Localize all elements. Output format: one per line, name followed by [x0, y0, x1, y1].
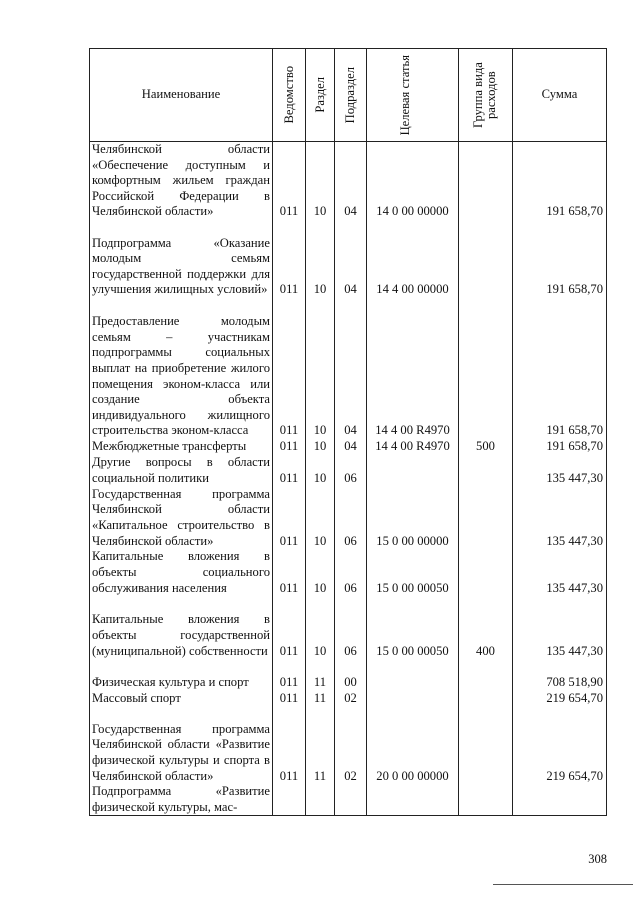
row-amount: 191 658,70 — [513, 142, 607, 221]
row-name: Предоставление молодым семьям – участникам подпрограммы социальных выплат на приобретение жилого помещения эконом-класса или создание объекта индивидуального жилищного строительства эконом-класса — [90, 298, 273, 439]
row-section: 10 — [306, 220, 335, 298]
table-row — [90, 455, 607, 486]
row-name: Капитальные вложения в объекты государственной (муниципальной) собственности — [90, 596, 273, 659]
row-subsection: 02 — [335, 706, 367, 784]
row-target-item — [367, 659, 459, 690]
row-subsection: 04 — [335, 439, 367, 455]
row-target-item: 15 0 00 00000 — [367, 486, 459, 549]
row-department: 011 — [273, 220, 306, 298]
row-expense-group — [459, 455, 513, 486]
row-subsection: 06 — [335, 549, 367, 596]
table-row — [90, 486, 607, 549]
row-section: 10 — [306, 142, 335, 221]
row-name: Другие вопросы в области социальной политики — [90, 455, 273, 486]
row-expense-group: 400 — [459, 596, 513, 659]
row-name: Подпрограмма «Развитие физической культуры, мас- — [90, 784, 273, 816]
row-section: 10 — [306, 455, 335, 486]
row-section: 10 — [306, 439, 335, 455]
row-amount: 135 447,30 — [513, 549, 607, 596]
row-name: Государственная программа Челябинской области «Развитие физической культуры и спорта в Челябинской области» — [90, 706, 273, 784]
row-target-item — [367, 455, 459, 486]
row-name: Массовый спорт — [90, 690, 273, 706]
row-amount: 191 658,70 — [513, 220, 607, 298]
row-section: 10 — [306, 596, 335, 659]
row-section: 10 — [306, 549, 335, 596]
header-section: Раздел — [306, 49, 335, 142]
row-department: 011 — [273, 659, 306, 690]
table-row — [90, 220, 607, 298]
header-target-item: Целевая статья — [367, 49, 459, 142]
row-expense-group — [459, 690, 513, 706]
row-subsection — [335, 784, 367, 816]
row-department: 011 — [273, 142, 306, 221]
row-section: 10 — [306, 486, 335, 549]
header-expense-group: Группа вида расходов — [459, 49, 513, 142]
row-target-item: 20 0 00 00000 — [367, 706, 459, 784]
row-name: Государственная программа Челябинской области «Капитальное строительство в Челябинской области» — [90, 486, 273, 549]
row-target-item — [367, 784, 459, 816]
row-section: 11 — [306, 690, 335, 706]
row-expense-group — [459, 659, 513, 690]
row-amount: 135 447,30 — [513, 486, 607, 549]
row-target-item: 14 4 00 00000 — [367, 220, 459, 298]
row-department: 011 — [273, 298, 306, 439]
row-subsection: 00 — [335, 659, 367, 690]
row-section — [306, 784, 335, 816]
row-amount — [513, 784, 607, 816]
row-target-item: 14 4 00 R4970 — [367, 439, 459, 455]
header-amount: Сумма — [513, 49, 607, 142]
row-subsection: 04 — [335, 142, 367, 221]
table-row — [90, 784, 607, 816]
table-row — [90, 549, 607, 596]
footer-rule — [493, 884, 633, 885]
row-subsection: 06 — [335, 455, 367, 486]
row-subsection: 02 — [335, 690, 367, 706]
row-department — [273, 784, 306, 816]
row-amount: 191 658,70 — [513, 298, 607, 439]
row-target-item: 14 0 00 00000 — [367, 142, 459, 221]
row-name: Физическая культура и спорт — [90, 659, 273, 690]
row-name: Челябинской области «Обеспечение доступным и комфортным жильем граждан Российской Федерации в Челябинской области» — [90, 142, 273, 221]
row-section: 11 — [306, 706, 335, 784]
row-amount: 219 654,70 — [513, 690, 607, 706]
row-section: 10 — [306, 298, 335, 439]
row-department: 011 — [273, 486, 306, 549]
row-subsection: 04 — [335, 298, 367, 439]
row-amount: 135 447,30 — [513, 455, 607, 486]
row-target-item: 15 0 00 00050 — [367, 549, 459, 596]
row-amount: 191 658,70 — [513, 439, 607, 455]
row-section: 11 — [306, 659, 335, 690]
row-amount: 219 654,70 — [513, 706, 607, 784]
row-amount: 135 447,30 — [513, 596, 607, 659]
row-expense-group — [459, 142, 513, 221]
row-name: Межбюджетные трансферты — [90, 439, 273, 455]
row-subsection: 04 — [335, 220, 367, 298]
row-department: 011 — [273, 690, 306, 706]
table-header-row — [90, 49, 607, 142]
row-department: 011 — [273, 596, 306, 659]
row-name: Подпрограмма «Оказание молодым семьям государственной поддержки для улучшения жилищных условий» — [90, 220, 273, 298]
table-row — [90, 142, 607, 221]
row-expense-group: 500 — [459, 439, 513, 455]
table-row — [90, 706, 607, 784]
row-target-item: 14 4 00 R4970 — [367, 298, 459, 439]
table-row — [90, 439, 607, 455]
header-name: Наименование — [90, 49, 273, 142]
page-number: 308 — [588, 852, 607, 866]
table-row — [90, 690, 607, 706]
row-expense-group — [459, 298, 513, 439]
row-expense-group — [459, 549, 513, 596]
row-amount: 708 518,90 — [513, 659, 607, 690]
row-subsection: 06 — [335, 486, 367, 549]
row-department: 011 — [273, 439, 306, 455]
header-department: Ведомство — [273, 49, 306, 142]
row-department: 011 — [273, 455, 306, 486]
row-target-item — [367, 690, 459, 706]
row-name: Капитальные вложения в объекты социального обслуживания населения — [90, 549, 273, 596]
row-expense-group — [459, 784, 513, 816]
row-expense-group — [459, 220, 513, 298]
table-row — [90, 596, 607, 659]
row-department: 011 — [273, 549, 306, 596]
row-target-item: 15 0 00 00050 — [367, 596, 459, 659]
row-expense-group — [459, 706, 513, 784]
row-expense-group — [459, 486, 513, 549]
row-subsection: 06 — [335, 596, 367, 659]
budget-table — [89, 48, 607, 816]
header-subsection: Подраздел — [335, 49, 367, 142]
table-row — [90, 659, 607, 690]
table-row — [90, 298, 607, 439]
row-department: 011 — [273, 706, 306, 784]
